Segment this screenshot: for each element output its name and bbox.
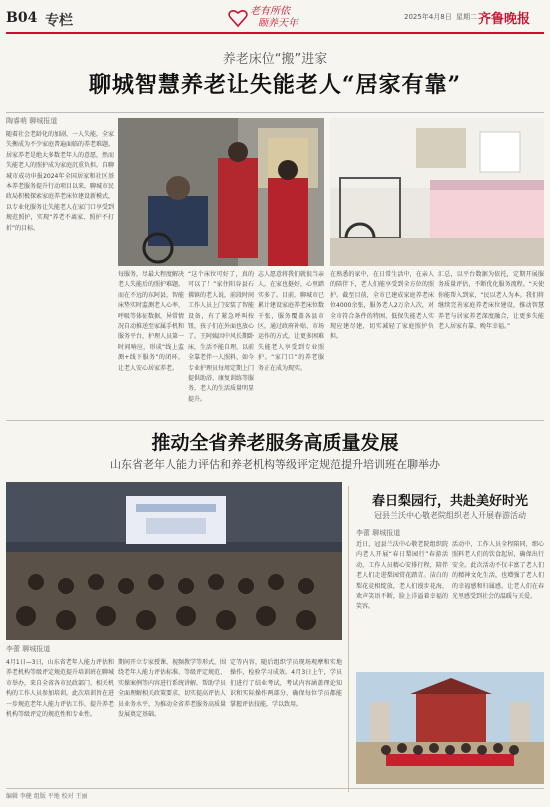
article3-headline: 春日梨园行，共赴美好时光	[371, 494, 528, 509]
page-number: B04	[6, 10, 38, 26]
photo-spring-outing-image	[356, 672, 544, 784]
article1-column-5: 在熟悉的家中，在日常生活中，在亲人的陪伴下，老人们能享受到全方位的照护。截至目前，全市已建成家庭养老床位4000余张，服务老人2万余人次，对全市符合条件的特困、低保失能老人实现应建尽建，切实减轻了家庭照护负担。	[330, 271, 434, 341]
photo-training-session-image	[6, 482, 342, 640]
newspaper-logo: 齐鲁晚报	[478, 12, 531, 27]
article1-kicker: 养老床位“搬”进家	[222, 52, 328, 67]
column-divider	[348, 486, 349, 792]
article3-byline: 李蕾 聊城报道	[356, 529, 401, 537]
slogan-logo	[228, 6, 328, 32]
photo-home-care-bed-image	[330, 118, 544, 266]
photo-training-session	[6, 482, 342, 640]
issue-weekday: 星期二	[456, 13, 477, 21]
article2-headline: 推动全省养老服务高质量发展	[151, 432, 399, 454]
photo-home-care-bed	[330, 118, 544, 266]
article3-column-1: 近日，冠县兰沃中心敬老院组织院内老人开展“春日梨园行”春游活动，工作人员精心安排行程，陪伴老人们走进梨园赏花踏青。洁白的梨花竞相绽放，老人们漫步花海，欢声笑语不断，脸上洋溢着幸福的笑容。	[356, 541, 448, 611]
heart-icon	[228, 8, 248, 28]
section-name: 专栏	[45, 13, 73, 29]
article1-column-3: 每服务，尽最大程度解决老人失能后的照护难题。而在不远的东阿县，智能床垫实时监测老人心率、呼吸等体征数据，异常情况自动推送至家属手机和服务平台，护理人员第一时间响应，形成“线上监测+线下服务”的闭环，让老人安心居家养老。	[118, 271, 184, 372]
article2-column-2: 期间开立专家授课、视频教学等形式，围绕老年人能力评估标准、等级评定规范、实操案例等内容进行系统讲解，帮助学员全面理解相关政策要求，切实提高评估人员业务水平，为推动全省养老服务高质量发展奠定基础。	[118, 659, 226, 719]
article1-headline: 聊城智慧养老让失能老人“居家有靠”	[88, 72, 462, 98]
slogan-line-1: 老有所依	[250, 6, 290, 17]
footer-rule	[6, 788, 544, 789]
article3-column-2: 活动中，工作人员全程陪同，细心照料老人们的饮食起居，确保出行安全。此次活动不仅丰富了老人们的精神文化生活，也增强了老人们的幸福感和归属感，让老人们在春光里感受到社会的温暖与关爱。	[452, 541, 544, 601]
photo-caregivers-visit	[118, 118, 324, 266]
article1-byline: 陶睿萌 聊城报道	[6, 117, 58, 125]
article1-column-2: “这个床位可好了，真的可以了！”家住阳谷县石佛镇的老人说，前段时间工作人员上门安装了智能设备，有了紧急呼叫按钮，孩子们在外面也放心了。王阿姨因中风长期卧床，生活不能自理，以前全靠老伴一人照料，如今专业护理员每周定期上门提供助浴、康复训练等服务，老人的生活质量明显提升。	[188, 271, 254, 403]
article2-subhead: 山东省老年人能力评估和养老机构等级评定规范提升培训班在聊举办	[110, 458, 440, 471]
article1-column-6: 汇总，以平台数据为依托，定期开展服务质量评估，不断优化服务流程。“天使你能帮入到家，“民以老人为本。我们将继续完善家庭养老床位建设，推动智慧养老与居家养老深度融合，让更多失能老人居家有靠、晚年幸福。”	[438, 271, 544, 331]
article2-byline: 李蕾 聊城报道	[6, 645, 51, 653]
article1-divider	[6, 112, 544, 113]
section-divider	[6, 420, 544, 421]
photo-spring-outing	[356, 672, 544, 784]
slogan-line-2: 颐养天年	[258, 18, 298, 29]
page-footer: 编辑 李健 组版 平地 校对 王丽	[6, 793, 88, 800]
article3-subhead: 冠县兰沃中心敬老院组织老人开展春游活动	[374, 511, 526, 520]
photo-caregivers-visit-image	[118, 118, 324, 266]
article2-column-3: 定等内容，随后组织学员现场观摩和实地操作，检验学习成效。4月3日上午，学员们进行了结业考试，考试内容涵盖理论知识和实际操作两部分，确保每位学员都能掌握评估技能，学以致用。	[230, 659, 342, 708]
issue-date: 2025年4月8日	[404, 13, 452, 21]
masthead-rule	[6, 32, 544, 34]
article1-column-4: 志人愿意将我们就很当亲人，在家也挺好，心里踏实多了。目前，聊城市已累计建设家庭养老床位数千张，服务覆盖各县市区，通过政府补贴、市场运作的方式，让更多困难失能老人享受到专业照护。“家门口”的养老服务正在成为现实。	[258, 271, 324, 372]
article2-column-1: 4月1日—3日，山东省老年人能力评估和养老机构等级评定规范提升培训班在聊城市举办，来自全省各市民政部门、相关机构的工作人员参加培训。此次培训旨在进一步规范老年人能力评估工作，提升养老机构等级评定的规范性和专业性。	[6, 659, 114, 719]
article1-column-1: 随着社会老龄化的加剧，一人失能，全家失衡成为不少家庭普遍面临的养老难题。居家养老是绝大多数老年人的意愿，然而失能老人的照护成为家庭沉重负担。自聊城市成功申报2024年全国居家和社区基本养老服务提升行动项目以来，聊城市民政局积极探索家庭养老床位建设新模式，以专业化服务让失能老人在家门口享受到规范照护，实现“养老不离家、照护不打折”的目标。	[6, 131, 114, 232]
